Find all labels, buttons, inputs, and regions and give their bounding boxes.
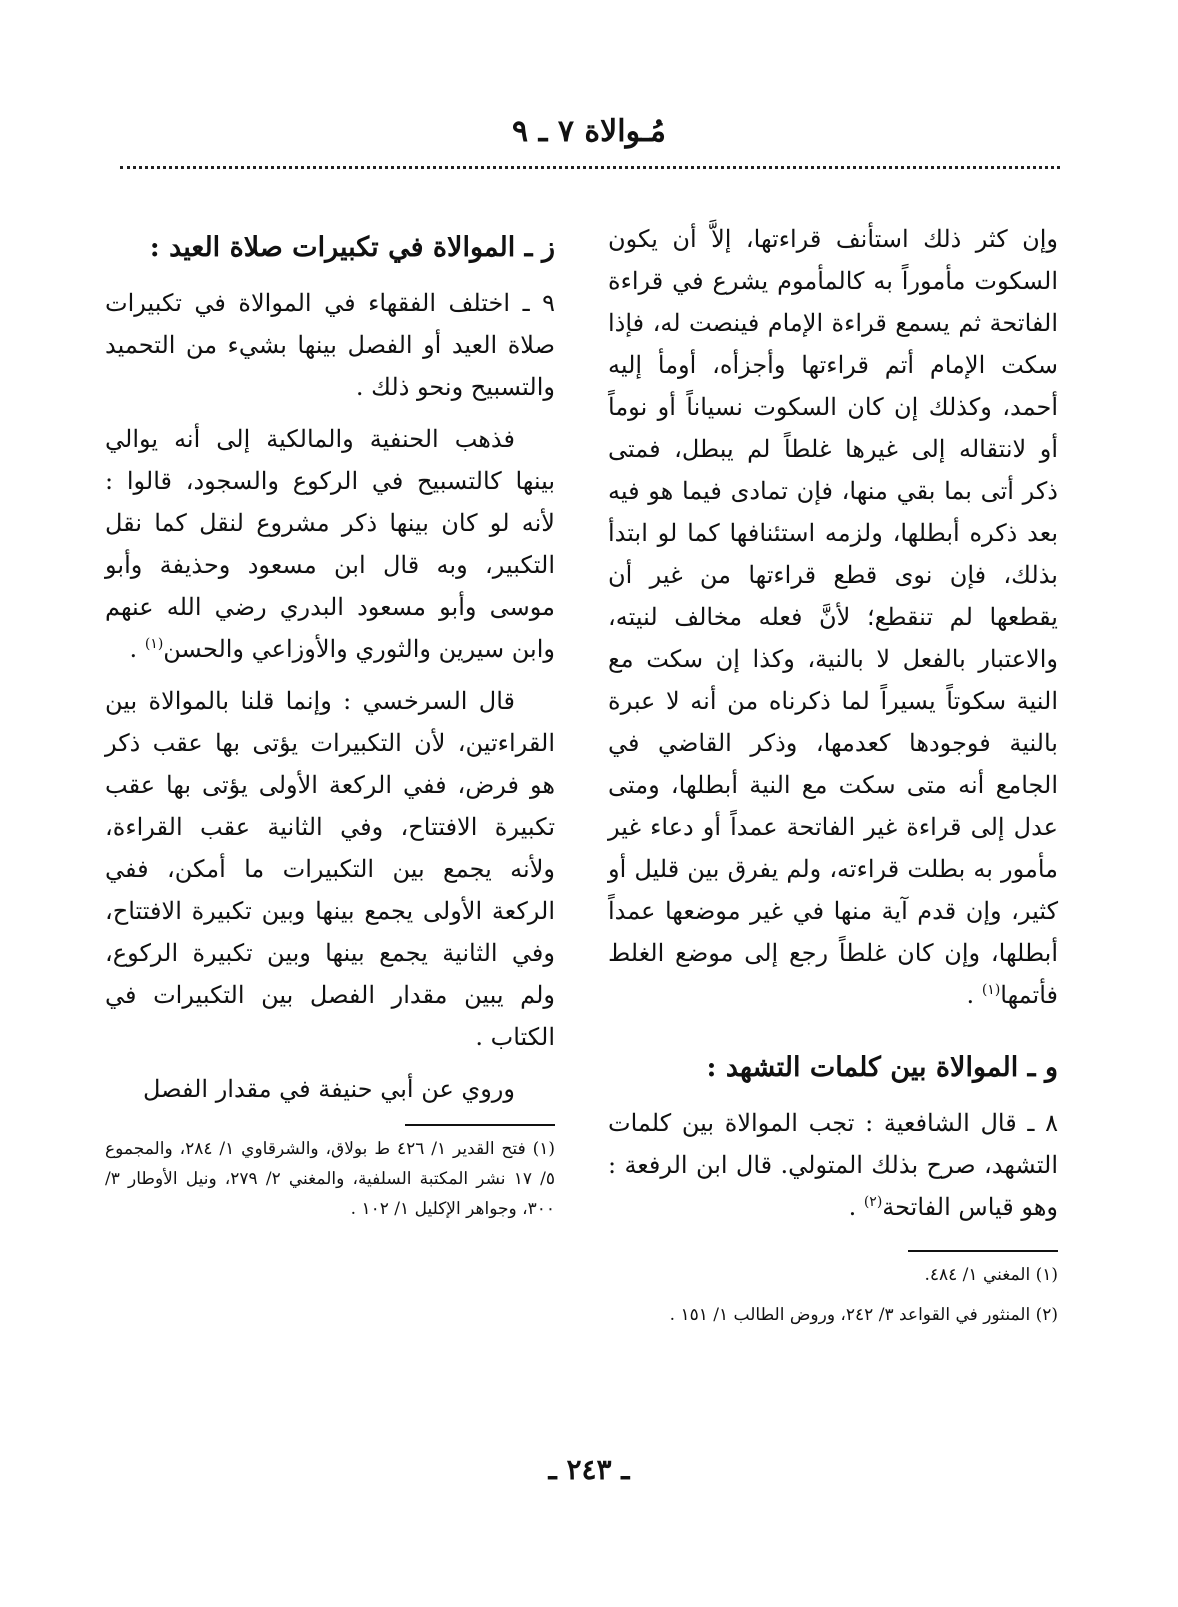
footnote: (١) المغني ١/ ٤٨٤.	[924, 1265, 1058, 1285]
left-paragraph-4: وروي عن أبي حنيفة في مقدار الفصل	[142, 1075, 515, 1103]
section-heading-eid-takbirat: ز ـ الموالاة في تكبيرات صلاة العيد :	[149, 232, 555, 263]
left-paragraph-1: ٩ ـ اختلف الفقهاء في الموالاة في تكبيرات صلاة العيد أو الفصل بينها بشيء من التحميد والتسبيح ونحو ذلك .	[105, 289, 555, 401]
left-paragraph-2: فذهب الحنفية والمالكية إلى أنه يوالي بينها كالتسبيح في الركوع والسجود، قالوا : لأنه لو كان بينها ذكر مشروع لنقل كما نقل التكبير، وبه قال ابن مسعود وحذيفة وأبو موسى وأبو مسعود البدري رضي الله عنهم وابن سيرين والثوري والأوزاعي والحسن$^{(١)}$ .	[105, 425, 555, 663]
right-column	[608, 218, 1058, 1340]
header-title: مُـوالاة ٧ ـ ٩	[512, 114, 666, 149]
footnote: (٢) المنثور في القواعد ٣/ ٢٤٢، وروض الطالب ١/ ١٥١ .	[669, 1305, 1058, 1325]
footnote-ref: (١)	[144, 636, 164, 652]
right-footnotes	[608, 1250, 1058, 1330]
footnote-divider	[405, 1124, 555, 1126]
section-heading-tashahhud: و ـ الموالاة بين كلمات التشهد :	[706, 1052, 1058, 1083]
left-paragraph-3: قال السرخسي : وإنما قلنا بالموالاة بين القراءتين، لأن التكبيرات يؤتى بها عقب ذكر هو فرض، ففي الركعة الأولى يؤتى بها عقب تكبيرة الافتتاح، وفي الثانية عقب القراءة، ولأنه يجمع بين التكبيرات ما أمكن، ففي الركعة الأولى يجمع بينها وبين تكبيرة الافتتاح، وفي الثانية يجمع بينها وبين تكبيرة الركوع، ولم يبين مقدار الفصل بين التكبيرات في الكتاب .	[105, 687, 555, 1051]
footnote: (١) فتح القدير ١/ ٤٢٦ ط بولاق، والشرقاوي ١/ ٢٨٤، والمجموع ٥/ ١٧ نشر المكتبة السلفية، والمغني ٢/ ٢٧٩، ونيل الأوطار ٣/ ٣٠٠، وجواهر الإكليل ١/ ١٠٢ .	[105, 1139, 556, 1219]
right-paragraph-1: وإن كثر ذلك استأنف قراءتها، إلاَّ أن يكون السكوت مأموراً به كالمأموم يشرع في قراءة الفاتحة ثم يسمع قراءة الإمام فينصت له، فإذا سكت الإمام أتم قراءتها وأجزأه، أومأ إليه أحمد، وكذلك إن كان السكوت نسياناً أو نوماً أو لانتقاله إلى غيرها غلطاً لم يبطل، فمتى ذكر أتى بما بقي منها، فإن تمادى فيما هو فيه بعد ذكره أبطلها، ولزمه استئنافها كما لو ابتدأ بذلك، فإن نوى قطع قراءتها من غير أن يقطعها لم تنقطع؛ لأنَّ فعله مخالف لنيته، والاعتبار بالفعل لا بالنية، وكذا إن سكت مع النية سكوتاً يسيراً لما ذكرناه من أنه لا عبرة بالنية فوجودها كعدمها، وذكر القاضي في الجامع أنه متى سكت مع النية أبطلها، ومتى عدل إلى قراءة غير الفاتحة عمداً أو دعاء غير مأمور به بطلت قراءته، ولم يفرق بين قليل أو كثير، وإن قدم آية منها في غير موضعها عمداً أبطلها، وإن كان غلطاً رجع إلى موضع الغلط فأتمها$^{(١)}$ .	[608, 225, 1059, 1009]
footnote-ref: (٢)	[863, 1194, 883, 1210]
right-paragraph-2: ٨ ـ قال الشافعية : تجب الموالاة بين كلمات التشهد، صرح بذلك المتولي. قال ابن الرفعة : وهو قياس الفاتحة$^{(٢)}$ .	[608, 1109, 1058, 1221]
footnote-divider	[908, 1250, 1058, 1252]
footnote-ref: (١)	[981, 982, 1001, 998]
left-footnotes	[105, 1124, 555, 1224]
header-dotted-rule	[120, 166, 1060, 169]
page-number: ـ ٢٤٣ ـ	[548, 1453, 630, 1486]
left-column	[105, 218, 555, 1234]
page-header	[0, 112, 1178, 152]
